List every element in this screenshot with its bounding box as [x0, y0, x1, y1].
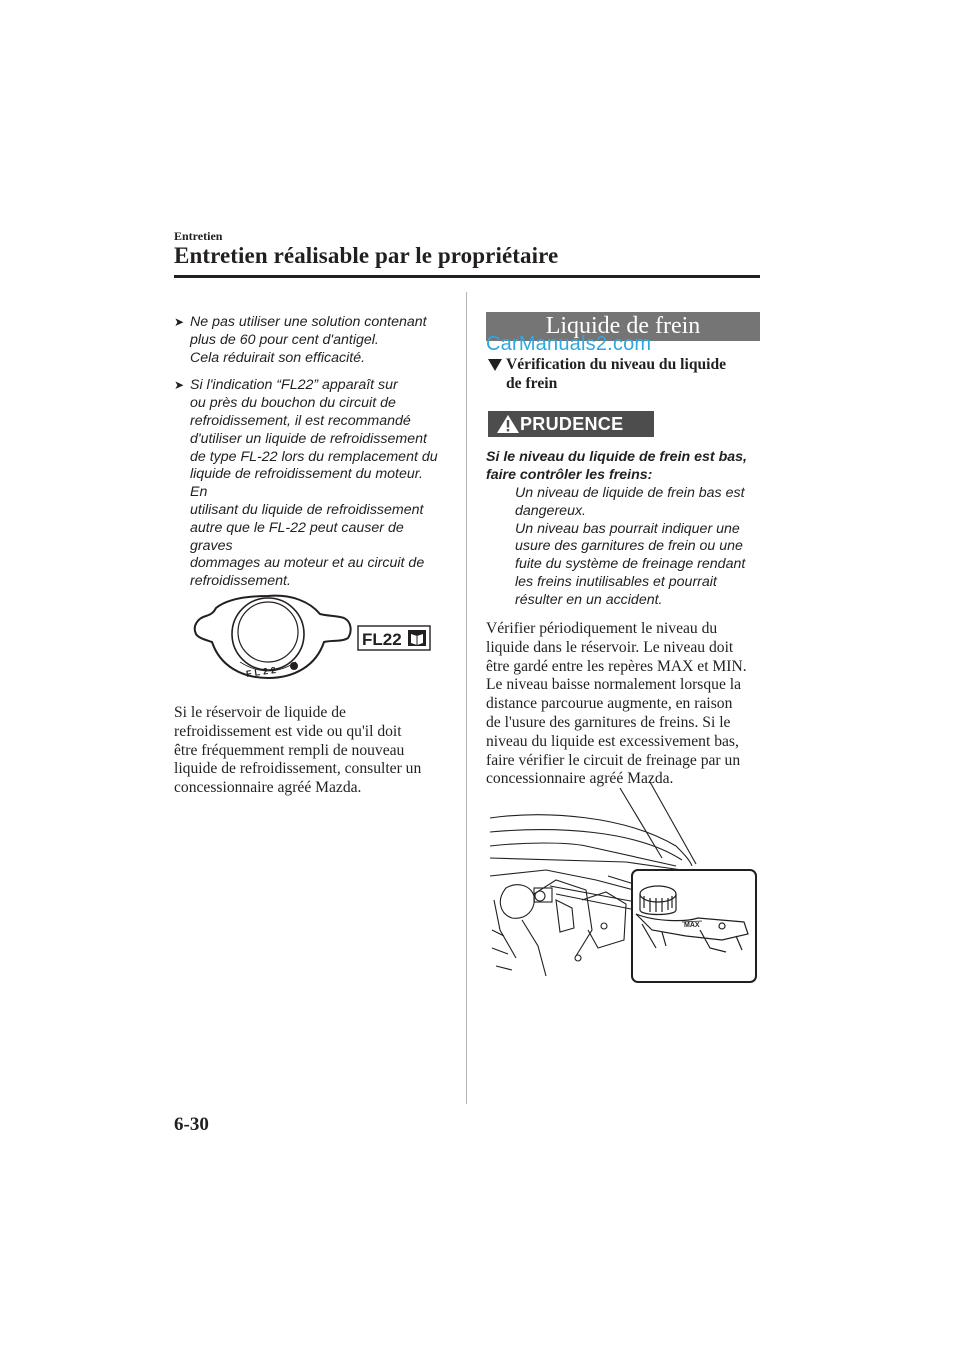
- fl22-label-text: FL22: [362, 630, 402, 649]
- paragraph-line: Le niveau baisse normalement lorsque la: [486, 676, 742, 694]
- caution-body-line: Un niveau bas pourrait indiquer une: [515, 520, 740, 537]
- cap-lettering: FL22: [245, 664, 280, 680]
- radiator-cap-figure: [188, 588, 448, 680]
- paragraph-line: Si le réservoir de liquide de: [174, 704, 346, 721]
- caution-body-line: Un niveau de liquide de frein bas est: [515, 485, 745, 501]
- brake-reservoir-figure: [486, 780, 760, 986]
- bullet-line: utilisant du liquide de refroidissement: [190, 501, 424, 518]
- paragraph-line: liquide dans le réservoir. Le niveau doit: [486, 638, 734, 656]
- title-rule: [174, 275, 760, 278]
- coolant-paragraph: [174, 704, 444, 798]
- caution-label: PRUDENCE: [520, 414, 624, 434]
- bullet-line: Si l'indication “FL22” apparaît sur: [190, 377, 398, 394]
- cap-lettering-badge: [290, 662, 298, 670]
- bullet-line: de type FL-22 lors du remplacement du: [190, 448, 438, 465]
- paragraph-line: refroidissement est vide ou qu'il doit: [174, 722, 402, 740]
- caution-heading: [486, 449, 756, 485]
- caution-heading-line: Si le niveau du liquide de frein est bas,: [486, 449, 747, 465]
- bullet-line: ou près du bouchon du circuit de: [190, 395, 396, 412]
- section-label: Entretien: [174, 229, 223, 243]
- watermark-link[interactable]: CarManuals2.com: [486, 333, 652, 355]
- caution-heading-line: faire contrôler les freins:: [486, 466, 653, 483]
- caution-body-line: dangereux.: [515, 502, 586, 519]
- paragraph-line: Vérifier périodiquement le niveau du: [486, 620, 718, 637]
- paragraph-line: niveau du liquide est excessivement bas,: [486, 732, 739, 750]
- bullet-line: Ne pas utiliser une solution contenant: [190, 314, 427, 330]
- caution-body: [515, 485, 755, 610]
- caution-body-line: résulter en un accident.: [515, 591, 663, 608]
- bullet-line: autre que le FL-22 peut causer de graves: [190, 519, 404, 554]
- caution-body-line: les freins inutilisables et pourrait: [515, 573, 717, 590]
- triangle-bullet-icon: [488, 359, 502, 371]
- paragraph-line: de l'usure des garnitures de freins. Si le: [486, 713, 731, 731]
- note-bullet: [174, 314, 444, 367]
- paragraph-line: concessionnaire agréé Mazda.: [486, 770, 674, 788]
- subheading-line: Vérification du niveau du liquide: [506, 356, 727, 373]
- bullet-line: Cela réduirait son efficacité.: [190, 349, 366, 366]
- warning-triangle-icon: [496, 414, 520, 434]
- caution-body-line: fuite du système de freinage rendant: [515, 556, 746, 573]
- subheading: [488, 356, 760, 394]
- page-number: 6-30: [174, 1114, 209, 1135]
- note-bullet-list: [174, 314, 444, 601]
- paragraph-line: distance parcourue augmente, en raison: [486, 695, 733, 713]
- section-banner: Liquide de frein: [486, 312, 760, 341]
- caution-body-line: usure des garnitures de frein ou une: [515, 538, 743, 555]
- bullet-line: liquide de refroidissement du moteur. En: [190, 466, 423, 501]
- bullet-line: plus de 60 pour cent d'antigel.: [190, 331, 379, 348]
- caution-badge: [488, 411, 654, 437]
- bullet-arrow-icon: ➤: [174, 315, 185, 329]
- paragraph-line: faire vérifier le circuit de freinage par un: [486, 751, 741, 769]
- bullet-line: refroidissement, il est recommandé: [190, 412, 411, 429]
- cap-center-disc: [238, 602, 298, 662]
- brake-fluid-paragraph: [486, 620, 760, 789]
- paragraph-line: être fréquemment rempli de nouveau: [174, 741, 405, 759]
- bullet-line: dommages au moteur et au circuit de: [190, 555, 425, 572]
- bullet-line: refroidissement.: [190, 573, 291, 590]
- paragraph-line: concessionnaire agréé Mazda.: [174, 779, 362, 797]
- bullet-arrow-icon: ➤: [174, 378, 185, 393]
- note-bullet: [174, 377, 444, 591]
- bullet-line: d'utiliser un liquide de refroidissement: [190, 430, 427, 447]
- paragraph-line: liquide de refroidissement, consulter un: [174, 760, 422, 778]
- page-title: Entretien réalisable par le propriétaire: [174, 243, 559, 268]
- column-divider: [466, 292, 467, 1104]
- paragraph-line: être gardé entre les repères MAX et MIN.: [486, 657, 747, 675]
- max-mark-label: MAX: [684, 922, 700, 929]
- subheading-line: de frein: [506, 374, 558, 392]
